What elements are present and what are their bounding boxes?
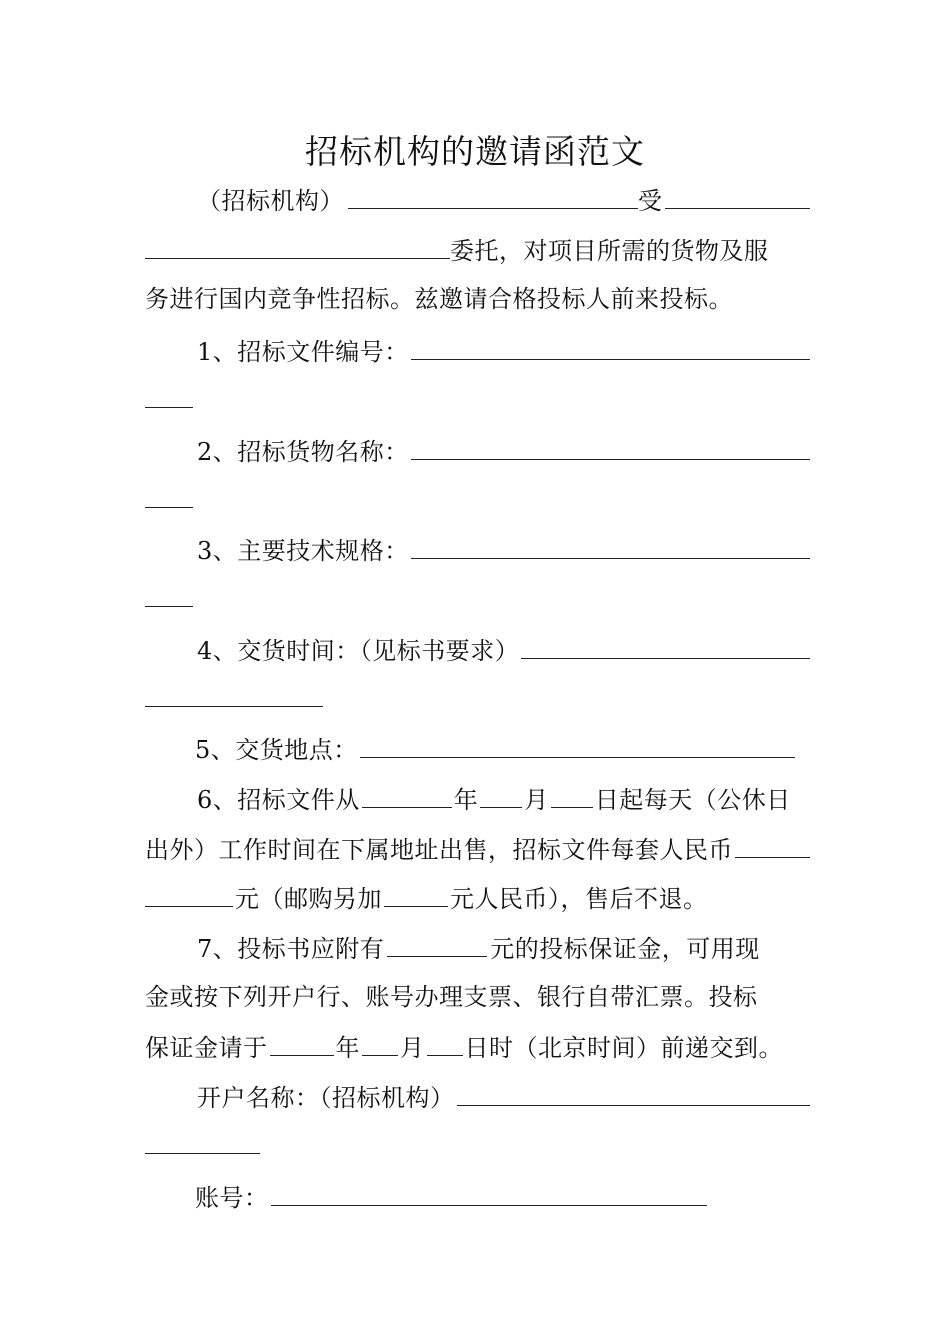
item-1-label: 1、招标文件编号： (197, 338, 409, 366)
item-7-month: 月 (400, 1034, 425, 1062)
account-name-label: 开户名称：（招标机构） (197, 1084, 455, 1112)
item-5-label: 5、交货地点： (195, 736, 358, 764)
delivery-place-blank[interactable] (360, 731, 795, 758)
doc-price-blank-cont[interactable] (145, 880, 233, 907)
intro-entrust-label: 受 (638, 187, 663, 215)
postage-blank[interactable] (384, 880, 448, 907)
item-2-cont (145, 481, 810, 517)
item-6-yuan: 元（邮购另加 (235, 885, 382, 913)
item-7-line-2: 金或按下列开户行、账号办理支票、银行自带汇票。投标 (145, 983, 758, 1011)
item-7-text-3a: 保证金请于 (145, 1034, 268, 1062)
account-name-blank[interactable] (457, 1079, 811, 1106)
intro-text-2: 委托，对项目所需的货物及服 (450, 237, 769, 265)
item-3-label: 3、主要技术规格： (197, 537, 409, 565)
item-1-cont (145, 381, 810, 417)
sale-month-blank[interactable] (480, 781, 522, 808)
delivery-time-blank[interactable] (521, 632, 810, 659)
tender-number-blank-cont[interactable] (145, 381, 193, 408)
document-title: 招标机构的邀请函范文 (305, 132, 645, 171)
intro-line-1 (197, 182, 810, 218)
account-name-cont (145, 1127, 810, 1163)
account-no-line (195, 1179, 707, 1215)
item-6-line-3 (145, 880, 810, 916)
item-2 (197, 433, 810, 469)
delivery-time-blank-cont[interactable] (145, 680, 323, 707)
intro-agency-label: （招标机构） (197, 187, 344, 215)
item-7-year: 年 (335, 1034, 360, 1062)
item-1 (197, 333, 810, 369)
item-7-line-3 (145, 1029, 810, 1065)
entrusting-party-blank[interactable] (665, 182, 811, 209)
account-name-line (197, 1079, 810, 1115)
tech-spec-blank-cont[interactable] (145, 580, 193, 607)
item-6-tail: 日起每天（公休日 (594, 786, 791, 814)
bid-bond-blank[interactable] (387, 930, 487, 957)
item-6-text-3: 元人民币），售后不退。 (450, 885, 708, 913)
item-6-month: 月 (524, 786, 549, 814)
account-no-blank[interactable] (271, 1179, 708, 1206)
item-2-label: 2、招标货物名称： (197, 438, 409, 466)
agency-blank[interactable] (348, 182, 638, 209)
item-3 (197, 532, 810, 568)
item-7-text-3d: 日时（北京时间）前递交到。 (464, 1034, 783, 1062)
bond-year-blank[interactable] (270, 1029, 334, 1056)
item-4-cont (145, 680, 810, 716)
item-4-label: 4、交货时间：（见标书要求） (197, 637, 520, 665)
item-4 (197, 632, 810, 668)
entrusting-party-blank-cont[interactable] (145, 232, 450, 259)
item-7-line-1 (197, 930, 810, 966)
account-no-label: 账号： (195, 1184, 269, 1212)
tender-number-blank[interactable] (411, 333, 810, 360)
bond-month-blank[interactable] (362, 1029, 398, 1056)
item-6-line-2 (145, 831, 810, 867)
goods-name-blank[interactable] (411, 433, 810, 460)
item-6-label: 6、招标文件从 (197, 786, 360, 814)
bond-day-blank[interactable] (427, 1029, 463, 1056)
intro-line-3: 务进行国内竞争性招标。兹邀请合格投标人前来投标。 (145, 285, 733, 313)
item-5 (195, 731, 795, 767)
doc-price-blank[interactable] (735, 831, 810, 858)
item-6-text-2: 出外）工作时间在下属地址出售，招标文件每套人民币 (145, 836, 733, 864)
account-name-blank-cont[interactable] (145, 1127, 260, 1154)
item-7-label: 7、投标书应附有 (197, 935, 385, 963)
intro-line-2 (145, 232, 810, 268)
item-6-line-1 (197, 781, 810, 817)
goods-name-blank-cont[interactable] (145, 481, 193, 508)
tech-spec-blank[interactable] (411, 532, 810, 559)
item-7-text-1: 元的投标保证金，可用现 (490, 935, 760, 963)
sale-year-blank[interactable] (362, 781, 452, 808)
sale-day-blank[interactable] (551, 781, 593, 808)
item-3-cont (145, 580, 810, 616)
item-6-year: 年 (453, 786, 479, 814)
